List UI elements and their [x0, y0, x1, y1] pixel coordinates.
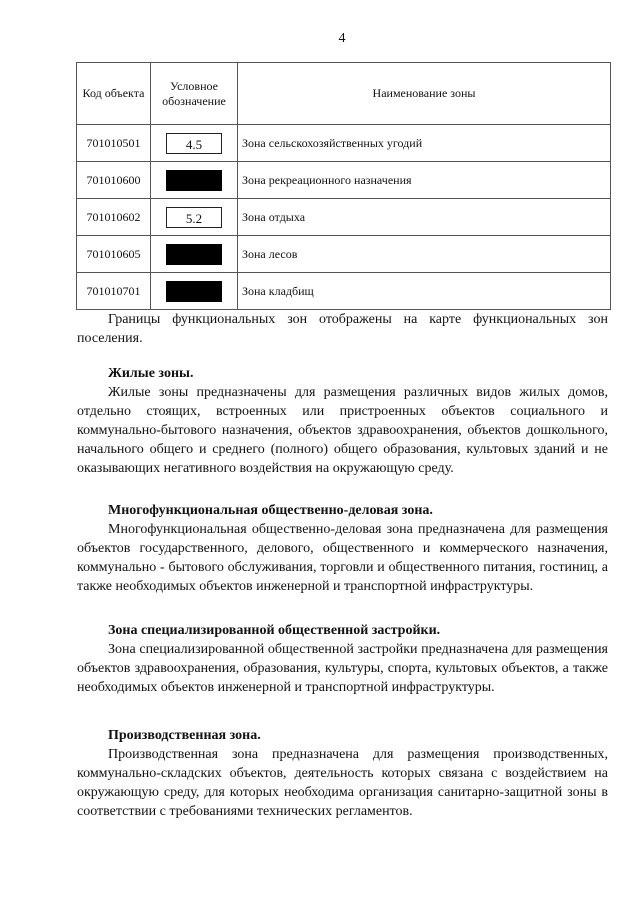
legend-symbol: 4.5 — [166, 133, 222, 154]
table-row — [77, 125, 611, 162]
legend-symbol-cell — [151, 162, 238, 199]
table-row — [77, 236, 611, 273]
header-name: Наименование зоны — [238, 63, 611, 125]
header-code: Код объекта — [77, 63, 151, 125]
zone-name: Зона лесов — [238, 236, 611, 273]
section-heading: Зона специализированной общественной застройки. — [108, 623, 441, 638]
object-code: 701010701 — [77, 273, 151, 310]
intro-paragraph: Границы функциональных зон отображены на карте функциональных зон поселения. — [77, 312, 608, 346]
legend-symbol-cell — [151, 273, 238, 310]
zone-name: Зона сельскохозяйственных угодий — [238, 125, 611, 162]
legend-symbol-cell — [151, 236, 238, 273]
section-residential — [77, 364, 608, 478]
section-body: Жилые зоны предназначены для размещения различных видов жилых домов, отдельно стоящих, встроенных или пристроенных объектов социального и коммунально-бытового назначения, объектов здравоохранения, объектов дошкольного, начального общего и среднего (полного) общего образования, культовых зданий и не оказывающих негативного воздействия на окружающую среду. — [77, 385, 608, 476]
table-row — [77, 273, 611, 310]
section-industrial — [77, 726, 608, 821]
section-body: Многофункциональная общественно-деловая зона предназначена для размещения объектов государственного, делового, общественного и коммерческого назначения, коммунально - бытового обслуживания, торговли и общественного питания, гостиниц, а также необходимых объектов инженерной и транспортной инфраструктуры. — [77, 522, 608, 594]
intro-block — [77, 310, 608, 348]
section-body: Зона специализированной общественной застройки предназначена для размещения объектов здравоохранения, образования, культуры, спорта, культовых объектов, а также необходимых объектов инженерной и транспортной инфраструктуры. — [77, 642, 608, 695]
zone-name: Зона отдыха — [238, 199, 611, 236]
legend-symbol: 5.2 — [166, 207, 222, 228]
section-heading: Жилые зоны. — [108, 366, 194, 381]
zone-name: Зона рекреационного назначения — [238, 162, 611, 199]
section-business — [77, 501, 608, 596]
section-body: Производственная зона предназначена для размещения производственных, коммунально-складских объектов, деятельность которых связана с воздействием на окружающую среду, для которых необходима организация санитарно-защитной зоны в соответствии с требованиями технических регламентов. — [77, 747, 608, 819]
table-row — [77, 199, 611, 236]
object-code: 701010600 — [77, 162, 151, 199]
legend-symbol — [166, 244, 222, 265]
section-heading: Многофункциональная общественно-деловая зона. — [108, 503, 433, 518]
zone-name: Зона кладбищ — [238, 273, 611, 310]
section-specialized — [77, 621, 608, 697]
section-heading: Производственная зона. — [108, 728, 261, 743]
header-symbol: Условное обозначение — [151, 63, 238, 125]
legend-symbol-cell — [151, 199, 238, 236]
legend-symbol — [166, 281, 222, 302]
object-code: 701010501 — [77, 125, 151, 162]
page-number: 4 — [338, 31, 346, 46]
object-code: 701010605 — [77, 236, 151, 273]
object-code: 701010602 — [77, 199, 151, 236]
zones-table — [76, 62, 611, 310]
legend-symbol — [166, 170, 222, 191]
legend-symbol-cell — [151, 125, 238, 162]
table-header-row — [77, 63, 611, 125]
table-row — [77, 162, 611, 199]
